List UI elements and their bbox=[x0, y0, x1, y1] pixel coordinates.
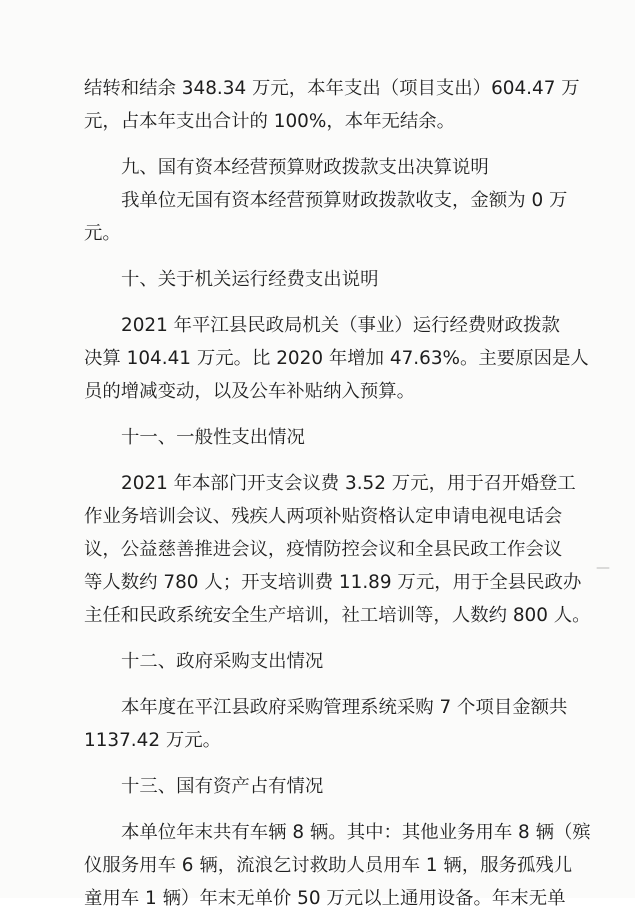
text-line: 元，占本年支出合计的 100%，本年无结余。 bbox=[84, 111, 456, 132]
section-heading-10: 十、关于机关运行经费支出说明 bbox=[121, 269, 379, 290]
paragraph-section-9 bbox=[84, 184, 568, 250]
paragraph-section-13 bbox=[84, 816, 591, 915]
text-line: 作业务培训会议、残疾人两项补贴资格认定申请电视电话会 bbox=[84, 506, 563, 527]
text-line: 议，公益慈善推进会议，疫情防控会议和全县民政工作会议 bbox=[84, 539, 563, 560]
text-line: 元。 bbox=[84, 223, 121, 244]
text-line: 我单位无国有资本经营预算财政拨款收支，金额为 0 万 bbox=[121, 190, 568, 211]
paragraph-section-12 bbox=[84, 691, 568, 757]
paragraph-section-11 bbox=[84, 467, 591, 632]
section-heading-13: 十三、国有资产占有情况 bbox=[121, 776, 324, 797]
text-line: 等人数约 780 人；开支培训费 11.89 万元，用于全县民政办 bbox=[84, 572, 582, 593]
scan-mark: — bbox=[596, 560, 610, 576]
paragraph-carryover bbox=[84, 72, 580, 138]
paragraph-section-10 bbox=[84, 309, 589, 408]
text-line: 主任和民政系统安全生产培训，社工培训等，人数约 800 人。 bbox=[84, 605, 591, 626]
text-line: 2021 年本部门开支会议费 3.52 万元，用于召开婚登工 bbox=[121, 473, 576, 494]
section-heading-11: 十一、一般性支出情况 bbox=[121, 427, 305, 448]
document-body bbox=[84, 72, 591, 915]
text-line: 2021 年平江县民政局机关（事业）运行经费财政拨款 bbox=[121, 315, 560, 336]
text-line: 员的增减变动，以及公车补贴纳入预算。 bbox=[84, 381, 416, 402]
text-line: 本年度在平江县政府采购管理系统采购 7 个项目金额共 bbox=[121, 697, 568, 718]
text-line: 仪服务用车 6 辆，流浪乞讨救助人员用车 1 辆，服务孤残儿 bbox=[84, 855, 573, 876]
text-line: 结转和结余 348.34 万元，本年支出（项目支出）604.47 万 bbox=[84, 78, 580, 99]
text-line: 1137.42 万元。 bbox=[84, 730, 222, 751]
section-heading-12: 十二、政府采购支出情况 bbox=[121, 651, 324, 672]
text-line: 本单位年末共有车辆 8 辆。其中：其他业务用车 8 辆（殡 bbox=[121, 822, 591, 843]
text-line: 决算 104.41 万元。比 2020 年增加 47.63%。主要原因是人 bbox=[84, 348, 589, 369]
section-heading-9: 九、国有资本经营预算财政拨款支出决算说明 bbox=[121, 157, 489, 178]
text-line: 童用车 1 辆）年末无单价 50 万元以上通用设备。年末无单 bbox=[84, 888, 566, 909]
